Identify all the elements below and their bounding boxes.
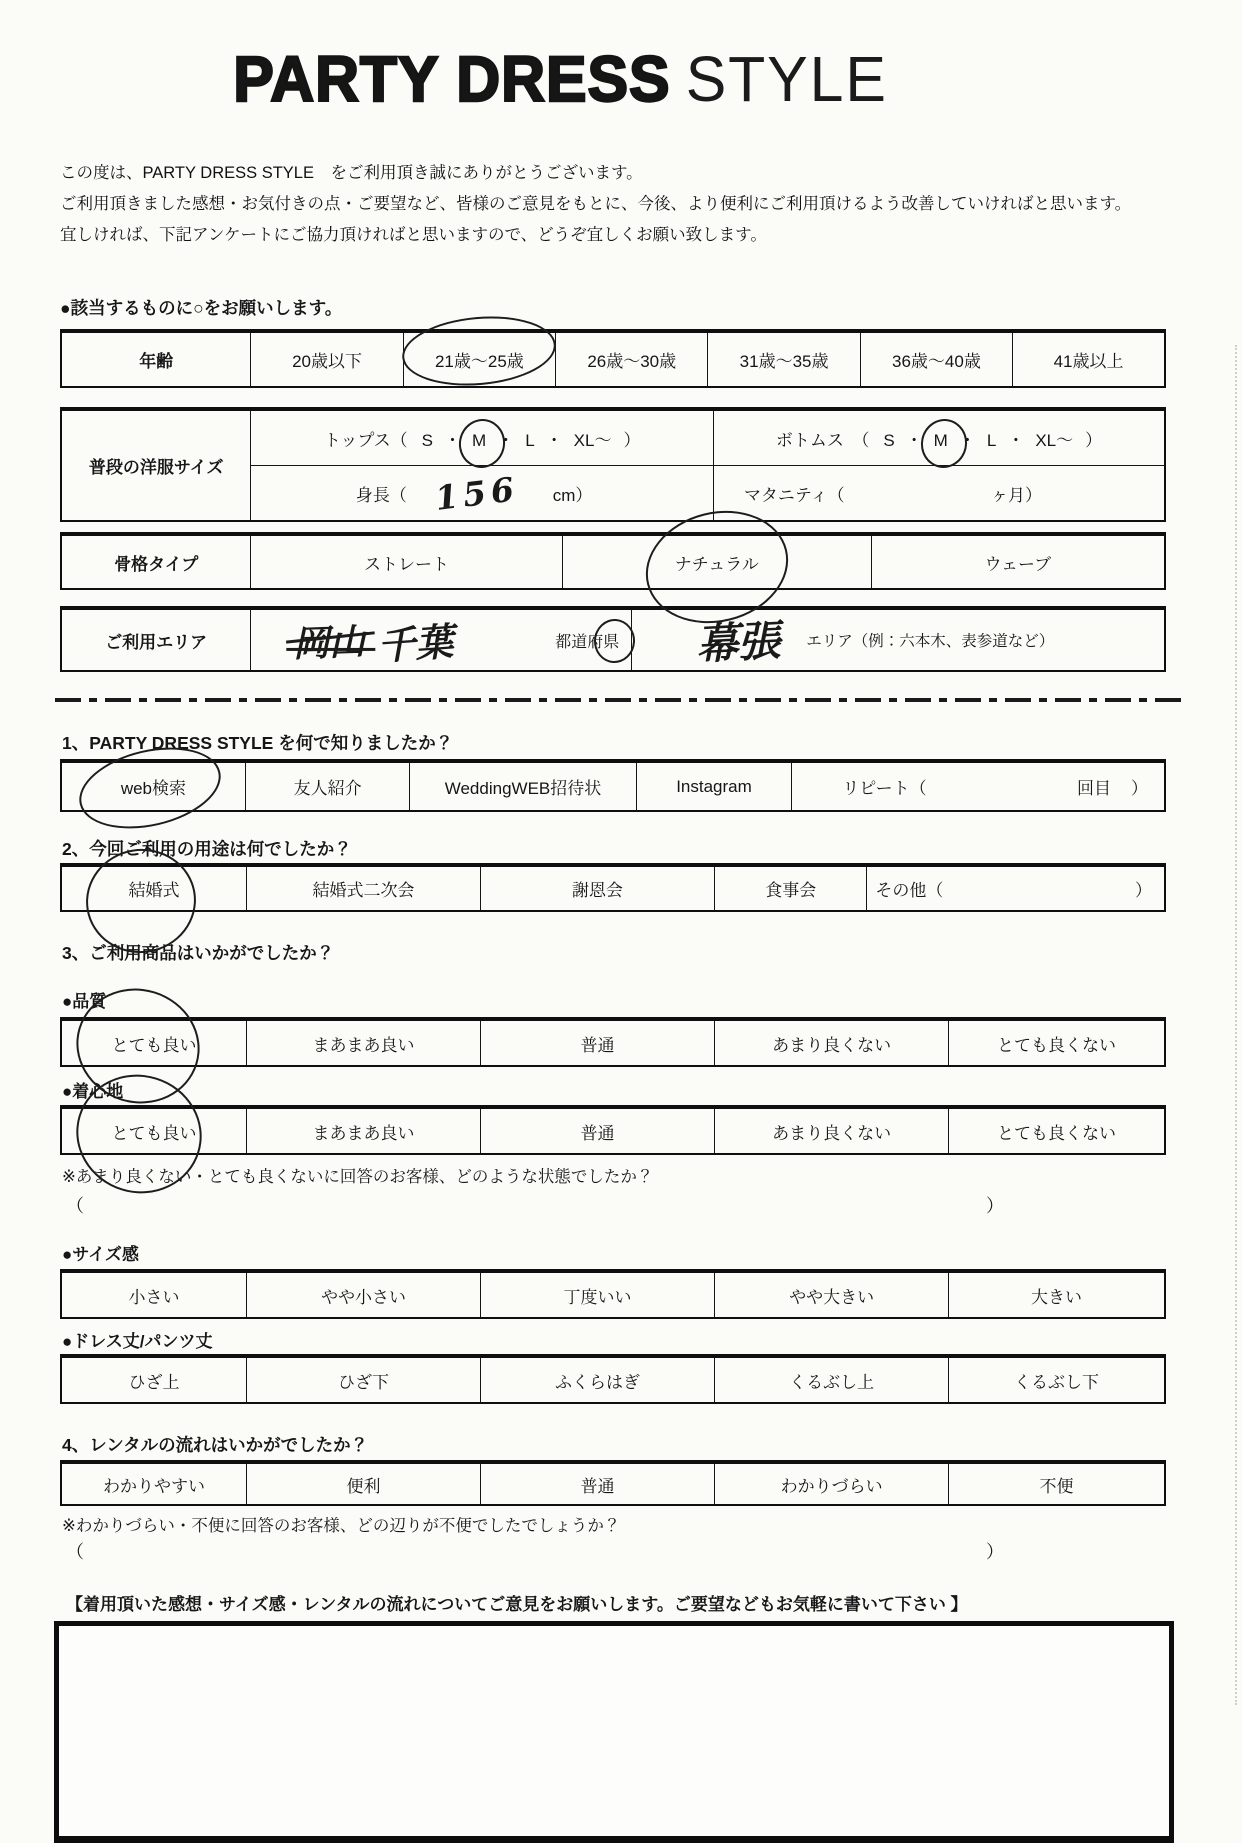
q1-table	[60, 759, 1166, 812]
comfort-label: ●着心地	[62, 1082, 124, 1101]
repeat-suffix: ）	[1131, 779, 1148, 798]
maternity-cell	[713, 466, 1165, 522]
intro-line-1: この度は、PARTY DRESS STYLE をご利用頂き誠にありがとうございます。	[60, 164, 643, 182]
q4-table	[60, 1460, 1166, 1506]
tops-prefix: トップス（	[323, 430, 408, 450]
quality-table	[60, 1017, 1166, 1067]
size-fit-option-large: 大きい	[949, 1271, 1165, 1318]
q4-option-confusing: わかりづらい	[715, 1462, 949, 1505]
clothing-size-table	[60, 407, 1166, 522]
skeleton-type-table	[60, 532, 1166, 590]
comfort-option-label: とても良い	[111, 1123, 197, 1143]
size-fit-label: ●サイズ感	[62, 1245, 139, 1264]
repeat-prefix: リピート（	[842, 779, 927, 798]
intro-line-2: ご利用頂きました感想・お気付きの点・ご要望など、皆様のご意見をもとに、今後、より便利にご利用頂けるよう改善していければと思います。	[60, 195, 1132, 213]
intro-line-3: 宜しければ、下記アンケートにご協力頂ければと思いますので、どうぞ宜しくお願い致します。	[60, 226, 767, 244]
skeleton-label: 骨格タイプ	[61, 534, 251, 589]
q2-option-label: 結婚式	[128, 881, 180, 900]
q2-option-other	[867, 865, 1165, 911]
age-option-26-30: 26歳～30歳	[556, 331, 708, 387]
title-secondary: STYLE	[686, 43, 889, 115]
comfort-option-very-good	[61, 1107, 246, 1154]
q2-option-thanks-party: 謝恩会	[481, 865, 715, 911]
size-fit-option-small: 小さい	[61, 1271, 246, 1318]
quality-option-not-good: あまり良くない	[715, 1019, 949, 1066]
free-answer-parens	[60, 1192, 1004, 1218]
size-fit-option-bit-large: やや大きい	[715, 1271, 949, 1318]
comfort-option-very-bad: とても良くない	[949, 1107, 1165, 1154]
bottoms-size-cell	[713, 409, 1165, 466]
bottoms-option-m: M	[933, 430, 948, 450]
skeleton-option-wave: ウェーブ	[871, 534, 1165, 589]
tops-option-m: M	[472, 430, 487, 450]
q2-option-wedding	[61, 865, 246, 911]
bottoms-option-xl: XL～	[1035, 430, 1074, 450]
comfort-option-not-good: あまり良くない	[715, 1107, 949, 1154]
size-fit-option-just-right: 丁度いい	[481, 1271, 715, 1318]
q2-table	[60, 863, 1166, 912]
q1-option-friend: 友人紹介	[245, 761, 409, 811]
length-option-below-knee: ひざ下	[246, 1356, 480, 1403]
age-label: 年齢	[61, 331, 251, 387]
prefecture-handwriting: 千葉	[376, 617, 456, 669]
separator-dot: ・	[1007, 430, 1025, 450]
survey-page	[60, 0, 1166, 1843]
bottoms-option-s: S	[883, 430, 895, 450]
area-label: ご利用エリア	[61, 608, 251, 671]
q4-option-easy: わかりやすい	[61, 1462, 246, 1505]
q2-option-dinner: 食事会	[715, 865, 867, 911]
age-option-36-40: 36歳～40歳	[860, 331, 1012, 387]
prefecture-caption-circled-char: 県	[603, 633, 620, 651]
skeleton-option-straight: ストレート	[251, 534, 562, 589]
comfort-option-normal: 普通	[481, 1107, 715, 1154]
size-fit-table	[60, 1269, 1166, 1319]
prefecture-caption	[555, 629, 619, 652]
paren-open: （	[66, 1196, 84, 1216]
q3-label: 3、ご利用商品はいかがでしたか？	[62, 943, 335, 963]
length-option-calf: ふくらはぎ	[481, 1356, 715, 1403]
repeat-unit: 回目	[1077, 779, 1111, 798]
age-option-under20: 20歳以下	[251, 331, 403, 387]
tops-option-l: L	[525, 430, 535, 450]
quality-option-fairly-good: まあまあ良い	[246, 1019, 480, 1066]
age-option-41over: 41歳以上	[1013, 331, 1165, 387]
q1-option-repeat	[792, 761, 1165, 811]
q4-option-normal: 普通	[481, 1462, 715, 1505]
quality-option-very-bad: とても良くない	[949, 1019, 1165, 1066]
q4-option-inconvenient: 不便	[949, 1462, 1165, 1505]
height-cell	[251, 466, 714, 522]
dashed-separator	[55, 698, 1181, 702]
length-option-below-ankle: くるぶし下	[949, 1356, 1165, 1403]
q4-free-answer-parens	[60, 1538, 1004, 1564]
quality-option-label: とても良い	[111, 1035, 197, 1055]
q1-label: 1、PARTY DRESS STYLE を何で知りましたか？	[62, 733, 454, 753]
separator-dot: ・	[958, 430, 976, 450]
skeleton-option-natural	[562, 534, 871, 589]
q1-option-wedding-web: WeddingWEB招待状	[410, 761, 636, 811]
q2-label: 2、今回ご利用の用途は何でしたか？	[62, 839, 352, 859]
bad-fit-note: ※あまり良くない・とても良くないに回答のお客様、どのような状態でしたか？	[62, 1168, 654, 1186]
age-option-21-25	[403, 331, 555, 387]
age-table	[60, 329, 1166, 388]
separator-dot: ・	[497, 430, 515, 450]
quality-option-very-good	[61, 1019, 246, 1066]
bottoms-option-l: L	[986, 430, 997, 450]
bottoms-suffix: ）	[1085, 430, 1103, 450]
crossed-out-handwriting: 岡山	[293, 613, 367, 666]
length-table	[60, 1354, 1166, 1404]
paren-close: ）	[986, 1196, 1004, 1216]
separator-dot: ・	[545, 430, 563, 450]
length-option-above-knee: ひざ上	[61, 1356, 246, 1403]
area-prefecture-cell	[251, 608, 632, 671]
comment-header: 【着用頂いた感想・サイズ感・レンタルの流れについてご意見をお願いします。ご要望などもお気軽に書いて下さい 】	[66, 1595, 968, 1614]
scan-edge-artifact	[1235, 345, 1237, 1705]
usage-area-table	[60, 606, 1166, 672]
size-label: 普段の洋服サイズ	[61, 409, 251, 521]
area-detail-cell	[632, 608, 1165, 671]
comment-box	[54, 1621, 1174, 1843]
bottoms-prefix: ボトムス （	[775, 430, 870, 450]
tops-option-xl: XL～	[573, 430, 612, 450]
q4-option-convenient: 便利	[246, 1462, 480, 1505]
survey-instruction: ●該当するものに○をお願いします。	[60, 298, 343, 318]
length-label: ●ドレス丈/パンツ丈	[62, 1332, 213, 1351]
quality-option-normal: 普通	[481, 1019, 715, 1066]
separator-dot: ・	[905, 430, 923, 450]
length-option-above-ankle: くるぶし上	[715, 1356, 949, 1403]
tops-size-cell	[251, 409, 714, 466]
height-unit: cm）	[552, 485, 593, 505]
age-option-label: 21歳～25歳	[434, 352, 524, 371]
title-primary: PARTY DRESS	[233, 43, 671, 115]
comfort-option-fairly-good: まあまあ良い	[246, 1107, 480, 1154]
q4-label: 4、レンタルの流れはいかがでしたか？	[62, 1435, 369, 1455]
q1-option-instagram: Instagram	[636, 761, 792, 811]
other-prefix: その他（	[875, 881, 944, 900]
page-title	[8, 0, 1114, 116]
paren-open: （	[66, 1542, 84, 1562]
prefecture-caption-head: 都道府	[555, 633, 604, 651]
q1-option-web-search	[61, 761, 245, 811]
q4-note: ※わかりづらい・不便に回答のお客様、どの辺りが不便でしたでしょうか？	[62, 1517, 621, 1535]
skeleton-option-label: ナチュラル	[674, 554, 759, 574]
tops-suffix: ）	[623, 430, 641, 450]
age-option-31-35: 31歳～35歳	[708, 331, 860, 387]
size-fit-option-bit-small: やや小さい	[246, 1271, 480, 1318]
other-suffix: ）	[1135, 881, 1152, 900]
maternity-suffix: ヶ月）	[991, 485, 1042, 505]
separator-dot: ・	[444, 430, 462, 450]
area-example-caption: エリア（例：六本木、表参道など）	[806, 633, 1055, 650]
height-prefix: 身長（	[355, 485, 407, 505]
paren-close: ）	[986, 1542, 1004, 1562]
quality-label: ●品質	[62, 992, 107, 1011]
handwritten-circle-mark	[400, 310, 559, 391]
intro-paragraph	[60, 158, 1166, 251]
q2-option-after-party: 結婚式二次会	[246, 865, 480, 911]
tops-option-s: S	[421, 430, 434, 450]
q1-option-label: web検索	[120, 779, 187, 798]
comfort-table	[60, 1105, 1166, 1155]
maternity-prefix: マタニティ（	[743, 485, 845, 505]
height-handwritten-value: 156	[432, 468, 521, 518]
area-handwriting: 幕張	[695, 615, 782, 670]
